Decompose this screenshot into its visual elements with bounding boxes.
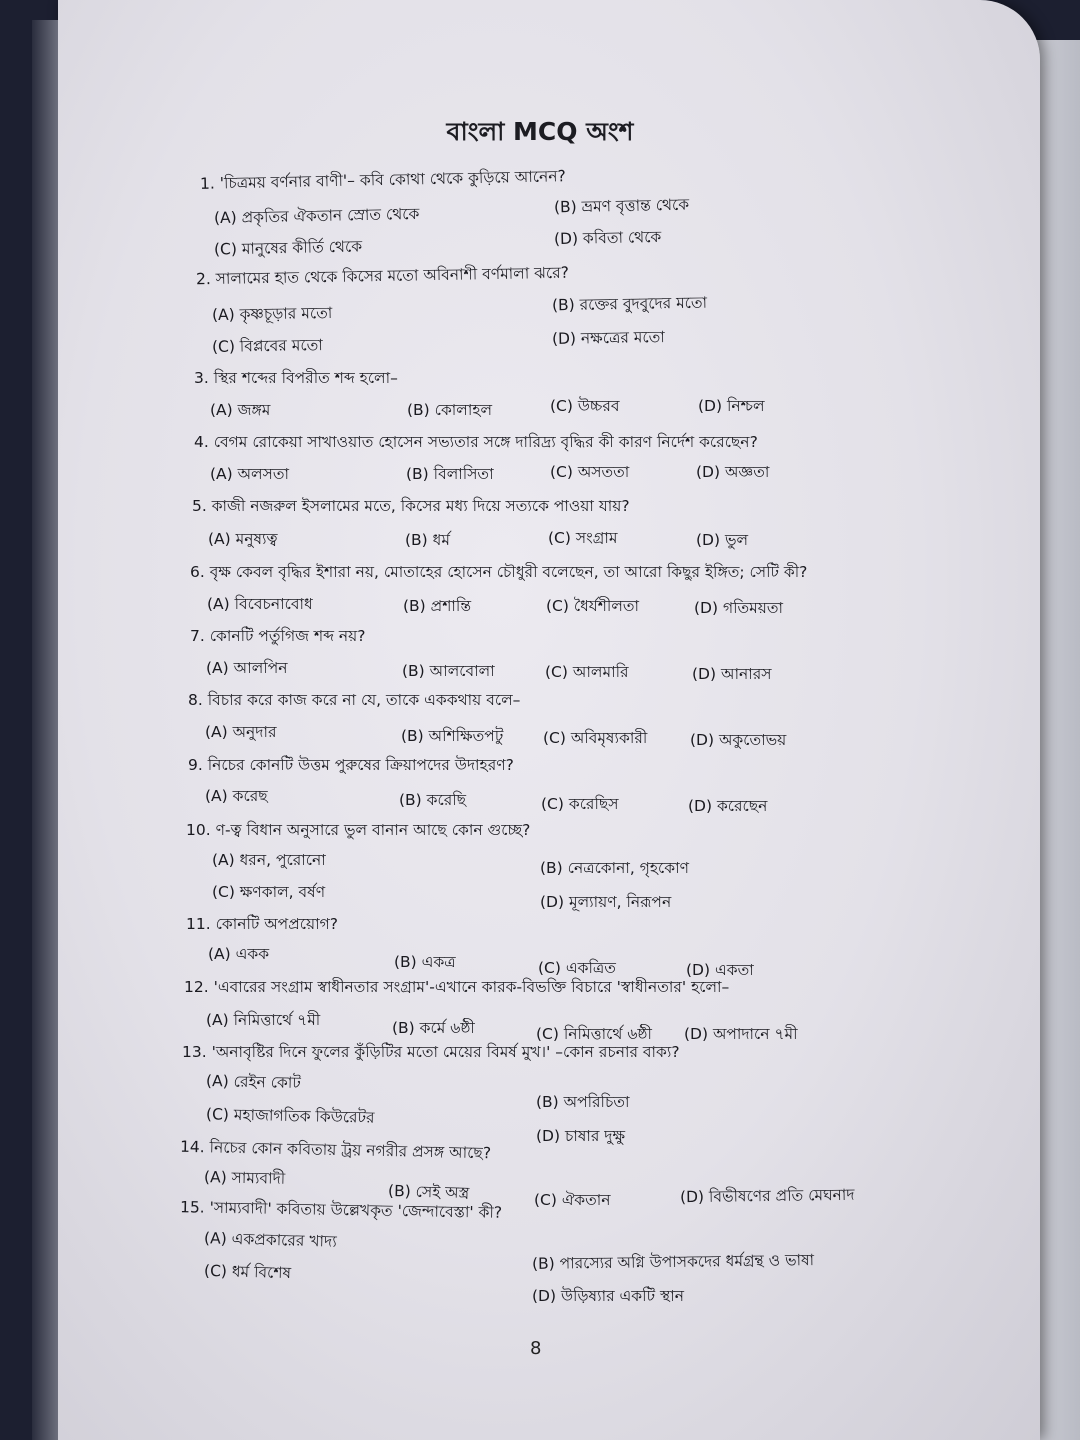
question-3-option-d: (D) নিশ্চল — [698, 397, 765, 415]
question-9-option-c: (C) করেছিস — [541, 795, 619, 813]
question-7-option-c: (C) আলমারি — [545, 663, 629, 681]
question-2-option-b: (B) রক্তের বুদবুদের মতো — [551, 293, 708, 315]
page-title: বাংলা MCQ অংশ — [446, 117, 634, 146]
question-4: 4. বেগম রোকেয়া সাখাওয়াত হোসেন সভ্যতার সঙ্গে দারিদ্র্য বৃদ্ধির কী কারণ নির্দেশ করেছেন? — [194, 433, 758, 451]
question-2-option-a: (A) কৃষ্ণচূড়ার মতো — [211, 303, 333, 325]
question-12-option-b: (B) কর্মে ৬ষ্ঠী — [392, 1019, 475, 1037]
question-6: 6. বৃক্ষ কেবল বৃদ্ধির ইশারা নয়, মোতাহের হোসেন চৌধুরী বলেছেন, তা আরো কিছুর ইঙ্গিত; সেটি কী? — [190, 563, 808, 581]
question-14-option-a: (A) সাম্যবাদী — [203, 1168, 286, 1188]
question-11-option-b: (B) একত্র — [394, 953, 456, 971]
question-12: 12. 'এবারের সংগ্রাম স্বাধীনতার সংগ্রাম'-এখানে কারক-বিভক্তি বিচারে 'স্বাধীনতার' হলো– — [184, 978, 730, 996]
question-3-option-c: (C) উচ্চরব — [550, 397, 620, 415]
question-2-option-d: (D) নক্ষত্রের মতো — [551, 328, 665, 348]
question-9-option-d: (D) করেছেন — [688, 797, 768, 815]
question-6-option-a: (A) বিবেচনাবোধ — [207, 595, 313, 613]
question-13-option-a: (A) রেইন কোট — [205, 1072, 301, 1092]
question-6-option-b: (B) প্রশান্তি — [403, 597, 472, 615]
question-14-option-d: (D) বিভীষণের প্রতি মেঘনাদ — [679, 1185, 855, 1207]
question-1-option-b: (B) ভ্রমণ বৃত্তান্ত থেকে — [553, 195, 690, 217]
question-5-option-a: (A) মনুষ্যত্ব — [208, 530, 278, 548]
question-13-option-b: (B) অপরিচিতা — [536, 1093, 630, 1111]
question-7-option-a: (A) আলপিন — [206, 659, 288, 677]
question-15-option-c: (C) ধর্ম বিশেষ — [203, 1261, 292, 1283]
question-10-option-a: (A) ধরন, পুরোনো — [212, 851, 326, 869]
question-11-option-c: (C) একত্রিত — [538, 959, 616, 977]
question-8-option-d: (D) অকুতোভয় — [690, 731, 787, 749]
question-11-option-d: (D) একতা — [686, 961, 754, 979]
question-1: 1. 'চিত্রময় বর্ণনার বাণী'– কবি কোথা থেকে কুড়িয়ে আনেন? — [199, 167, 566, 193]
question-14: 14. নিচের কোন কবিতায় ট্রয় নগরীর প্রসঙ্গ আছে? — [179, 1137, 492, 1163]
question-5-option-d: (D) ভুল — [696, 531, 749, 549]
question-11: 11. কোনটি অপপ্রয়োগ? — [186, 915, 339, 933]
question-11-option-a: (A) একক — [208, 945, 270, 963]
question-2: 2. সালামের হাত থেকে কিসের মতো অবিনাশী বর্ণমালা ঝরে? — [195, 263, 570, 289]
question-10: 10. ণ-ত্ব বিধান অনুসারে ভুল বানান আছে কোন গুচ্ছে? — [186, 821, 531, 839]
question-14-option-c: (C) ঐকতান — [534, 1191, 611, 1209]
page-number: 8 — [530, 1338, 542, 1359]
question-12-option-c: (C) নিমিত্তার্থে ৬ষ্ঠী — [536, 1025, 652, 1043]
question-12-option-d: (D) অপাদানে ৭মী — [684, 1025, 798, 1043]
question-6-option-c: (C) ধৈর্যশীলতা — [546, 597, 640, 615]
question-15: 15. 'সাম্যবাদী' কবিতায় উল্লেখকৃত 'জেন্দাবেস্তা' কী? — [179, 1198, 503, 1222]
question-15-option-b: (B) পারস্যের অগ্নি উপাসকদের ধর্মগ্রন্থ ও ভাষা — [531, 1251, 815, 1273]
question-4-option-c: (C) অসততা — [550, 463, 630, 481]
question-8-option-a: (A) অনুদার — [205, 723, 277, 741]
question-15-option-a: (A) একপ্রকারের খাদ্য — [203, 1229, 337, 1251]
question-9-option-b: (B) করেছি — [399, 791, 467, 809]
question-4-option-d: (D) অজ্ঞতা — [696, 463, 770, 481]
question-4-option-b: (B) বিলাসিতা — [406, 465, 494, 483]
question-6-option-d: (D) গতিময়তা — [694, 599, 784, 617]
question-2-option-c: (C) বিপ্লবের মতো — [211, 336, 323, 356]
question-12-option-a: (A) নিমিত্তার্থে ৭মী — [206, 1011, 321, 1029]
question-5-option-c: (C) সংগ্রাম — [548, 529, 618, 547]
question-15-option-d: (D) উড়িষ্যার একটি স্থান — [532, 1287, 684, 1305]
question-13-option-d: (D) চাষার দুক্ষু — [536, 1127, 626, 1145]
question-7: 7. কোনটি পর্তুগিজ শব্দ নয়? — [190, 627, 366, 645]
question-14-option-b: (B) সেই অস্ত্র — [387, 1181, 470, 1203]
question-1-option-d: (D) কবিতা থেকে — [553, 227, 662, 249]
question-5: 5. কাজী নজরুল ইসলামের মতে, কিসের মধ্য দিয়ে সত্যকে পাওয়া যায়? — [192, 497, 630, 515]
question-7-option-d: (D) আনারস — [692, 665, 772, 683]
question-8: 8. বিচার করে কাজ করে না যে, তাকে এককথায় বলে– — [188, 691, 521, 709]
question-9: 9. নিচের কোনটি উত্তম পুরুষের ক্রিয়াপদের উদাহরণ? — [188, 756, 514, 774]
question-1-option-c: (C) মানুষের কীর্তি থেকে — [213, 237, 363, 259]
question-10-option-d: (D) মূল্যায়ণ, নিরূপন — [540, 893, 672, 911]
question-5-option-b: (B) ধর্ম — [405, 531, 450, 549]
question-10-option-b: (B) নেত্রকোনা, গৃহকোণ — [540, 859, 689, 877]
question-13: 13. 'অনাবৃষ্টির দিনে ফুলের কুঁড়িটির মতো মেয়ের বিমর্ষ মুখ।' –কোন রচনার বাক্য? — [182, 1043, 680, 1061]
question-1-option-a: (A) প্রকৃতির ঐকতান স্রোত থেকে — [213, 204, 420, 228]
question-8-option-b: (B) অশিক্ষিতপটু — [401, 727, 504, 745]
question-3-option-a: (A) জঙ্গম — [210, 401, 271, 419]
question-9-option-a: (A) করেছ — [205, 787, 268, 805]
question-3: 3. স্থির শব্দের বিপরীত শব্দ হলো– — [194, 369, 398, 387]
question-8-option-c: (C) অবিমৃষ্যকারী — [543, 729, 648, 747]
question-7-option-b: (B) আলবোলা — [402, 662, 495, 680]
question-3-option-b: (B) কোলাহল — [407, 401, 493, 419]
question-13-option-c: (C) মহাজাগতিক কিউরেটর — [205, 1105, 375, 1127]
question-4-option-a: (A) অলসতা — [210, 465, 289, 483]
question-10-option-c: (C) ক্ষণকাল, বর্ষণ — [212, 883, 326, 901]
